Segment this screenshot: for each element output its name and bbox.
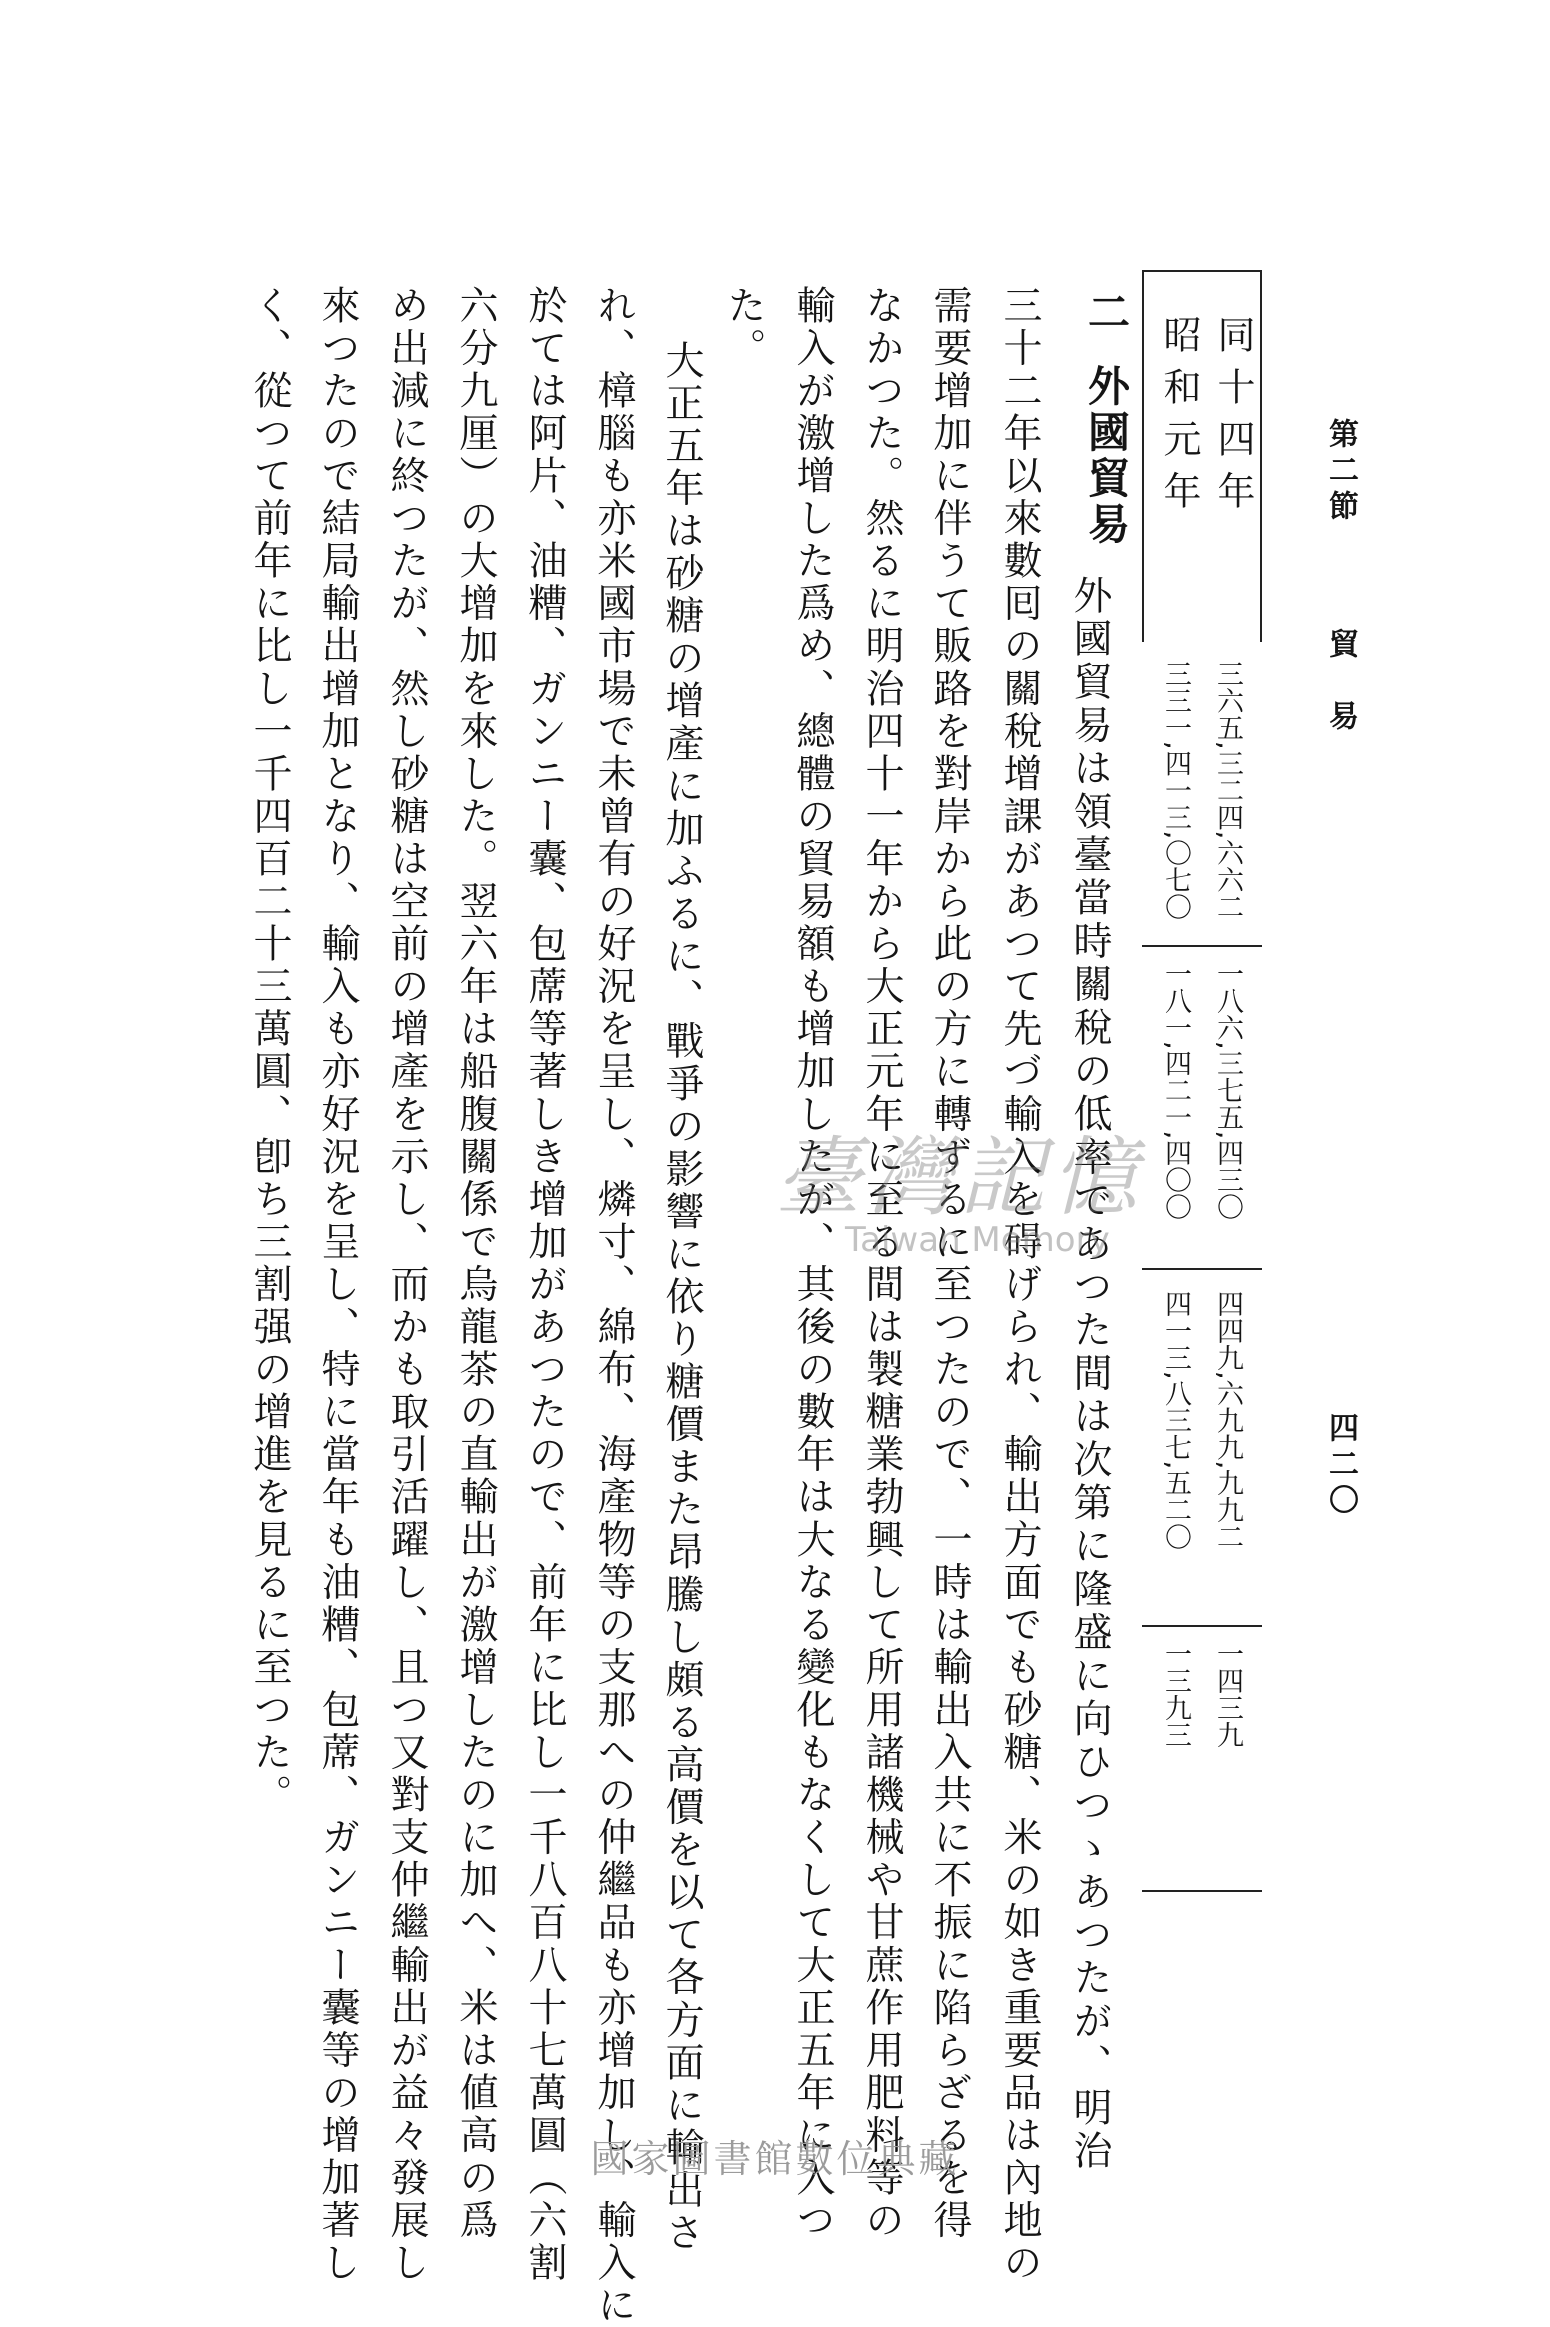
section-mark: 二	[1082, 290, 1131, 332]
body-column: 需要增加に伴うて販路を對岸から此の方に轉ずるに至つたので、一時は輸出入共に不振に陷らざるを得	[927, 285, 972, 2243]
section-title: 外國貿易	[1082, 364, 1131, 548]
body-column: なかつた。然るに明治四十一年から大正元年に至る間は製糖業勃興して所用諸機械や甘蔗作用肥料等の	[859, 285, 904, 2243]
page-number: 四二〇	[1323, 1412, 1358, 1520]
table-cell: 三六五,三二四,六六二	[1212, 660, 1243, 921]
body-column: 於ては阿片、油糟、ガンニー囊、包蓆等著しき增加があつたので、前年に比し一千八百八十七萬圓（六割	[522, 285, 567, 2285]
table-cell: 一三九三	[1160, 1640, 1191, 1748]
body-column: 輸入が激增した爲め、總體の貿易額も增加したが、其後の數年は大なる變化もなくして大正五年に入つ	[790, 285, 835, 2243]
watermark-en-text: Taiwan Memory	[845, 1220, 1110, 1260]
table-bottom-rule	[1142, 1890, 1262, 1892]
body-column: れ、樟腦も亦米國市場で未曾有の好況を呈し、燐寸、綿布、海產物等の支那への仲繼品も亦增加し、輸入に	[591, 285, 636, 2327]
body-column: 三十二年以來數囘の關稅增課があつて先づ輸入を碍げられ、輸出方面でも砂糖、米の如き重要品は內地の	[997, 285, 1042, 2285]
table-cell: 四四九,六九九,九九二	[1212, 1290, 1243, 1551]
body-column: 六分九厘）の大增加を來した。翌六年は船腹關係で烏龍茶の直輸出が激增したのに加へ、米は値高の爲	[453, 285, 498, 2243]
table-cell: 三三一,四一三,〇七〇	[1160, 660, 1191, 921]
table-cell: 一八六,三七五,四三〇	[1212, 960, 1243, 1221]
table-cell: 四一三,八三七,五二〇	[1160, 1290, 1191, 1551]
topic-header: 貿 易	[1323, 628, 1358, 736]
body-column: 來つたので結局輸出增加となり、輸入も亦好況を呈し、特に當年も油糟、包蓆、ガンニー囊等の增加著し	[315, 285, 360, 2285]
table-rule-4	[1142, 1625, 1262, 1627]
library-footer: 國家圖書館數位典藏	[590, 2137, 960, 2181]
table-rule-2	[1142, 945, 1262, 947]
body-column: め出減に終つたが、然し砂糖は空前の增產を示し、而かも取引活躍し、且つ又對支仲繼輸出が益々發展し	[384, 285, 429, 2285]
section-header: 第二節	[1323, 418, 1358, 526]
watermark-cjk-text: 臺灣記憶	[775, 1128, 1143, 1228]
table-row-year: 同十四年	[1211, 315, 1255, 523]
table-row-year: 昭和元年	[1157, 315, 1201, 523]
table-cell: 一四三九	[1212, 1640, 1243, 1748]
table-top-rule	[1142, 270, 1262, 272]
body-column: た。	[721, 285, 766, 371]
body-column: 外國貿易は領臺當時關稅の低率であつた間は次第に隆盛に向ひつゝあつたが、明治	[1067, 575, 1112, 2174]
table-rule-3	[1142, 1268, 1262, 1270]
body-column: く、從つて前年に比し一千四百二十三萬圓、卽ち三割强の增進を見るに至つた。	[247, 285, 292, 1817]
body-column: 大正五年は砂糖の增產に加ふるに、戰爭の影響に依り糖價また昂騰し頗る高價を以て各方面に輸出さ	[659, 340, 704, 2255]
table-left-rule	[1142, 270, 1144, 642]
table-cell: 一八一,四二一,四〇〇	[1160, 960, 1191, 1221]
